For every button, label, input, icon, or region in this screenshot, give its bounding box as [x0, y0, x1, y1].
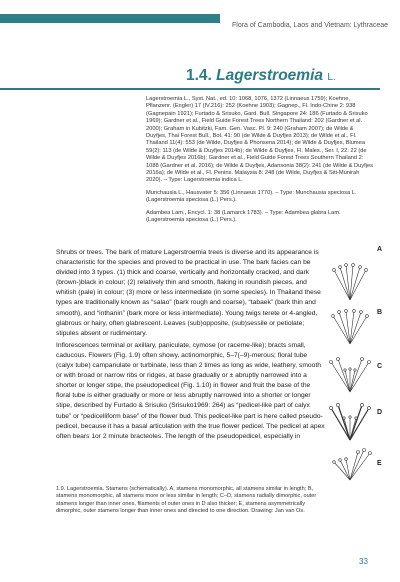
figure-caption: 1.9. Lagerstroemia. Stamens (schematically). A, stamens monomorphic, all stamens similar in length; B, stamens monomorphic, all stamens more or less similar in length; C–D, stamens radially dimorphic, outer stamens longer than inner ones, filaments of outer ones in D also thicker; E, stamens asymmetrically dimorphic, outer stamens longer than inner ones and directed to one direction. Drawing: Jan van Os. [56, 486, 317, 515]
stamen-drawing [328, 262, 392, 482]
stamen-diagram-d [329, 403, 370, 440]
figure-label-b: B [377, 309, 383, 316]
stamen-diagram-c [330, 358, 371, 393]
stamen-figure [328, 246, 392, 482]
section-title [186, 67, 336, 85]
title-rule [0, 88, 380, 90]
nomenclature-paragraph: Munchausia L., Hausvater 5: 356 (Linnaeus 1770). – Type: Munchausia speciosa L. (Lagerstroemia speciosa (L.) Pers.). [146, 189, 357, 204]
running-title: Flora of Cambodia, Laos and Vietnam: Lythraceae [232, 22, 389, 29]
genus-name: Lagerstroemia [216, 67, 323, 84]
stamen-diagram-e [333, 449, 372, 481]
nomenclature-paragraph: Lagerstroemia L., Syst. Nat., ed. 10: 1068, 1076, 1372 (Linnaeus 1759); Koehne, Pflanzenr. (Engler) 17 (IV.216): 252 (Koehne 1903); Gagnep., Fl. Indo-Chine 2: 938 (Gagnepain 1921); Furtado & Srisuko, Gard. Bull. Singapore 24: 186 (Furtado & Srisuko 1969); Gardner et al., Field Guide Forest Trees Northern Thailand: 202 (Gardner et al. 2000); Graham in Kubitzki, Fam. Gen. Vasc. Pl. 9: 240 (Graham 2007); de Wilde & Duyfjes, Thai Forest Bull., Bot. 41: 90 (de Wilde & Duyfjes 2013); de Wilde et al., Fl. Thailand 11(4): 553 (de Wilde, Duyfjes & Phonsena 2014); de Wilde & Duyfjes, Blumea 59(2): 113 (de Wilde & Duyfjes 2014b); de Wilde & Duyfjes, Fl. Males., Ser. I, 22: 22 (de Wilde & Duyfjes 2016b); Gardner et al., Field Guide Forest Trees Southern Thailand 2: 1088 (Gardner et al. 2016); de Wilde & Duyfjes, Adansonia 38(2): 241 (de Wilde & Duyfjes 2016a); de Wilde et al., Fl. Penins. Malaysia 8: 248 (de Wilde, Duyfjes & Siti-Munirah 2020). – Type: Lagerstroemia indica L. [146, 96, 373, 184]
figure-label-a: A [377, 246, 383, 253]
figure-label-e: E [377, 460, 382, 467]
section-number: 1.4. [186, 67, 212, 84]
stamen-diagram-b [332, 310, 369, 344]
genus-author: L. [327, 72, 336, 83]
header-accent-bar [0, 14, 220, 23]
body-paragraph: Shrubs or trees. The bark of mature Lagerstroemia trees is diverse and its appearance is characteristic for the species and proved to be practical in use. The bark facies can be divided into 3 types. (1) thick and coarse, vertically and horizontally cracked, and dark (brown-)black in colour; (2) relatively thin and smooth, flaking in roundish pieces, and whitish (pale) in colour; (3) more or less intermediate (in some species). In Thailand these types are traditionally known as “salao” (bark rough and coarse), “tabaek” (bark thin and smooth), and “inthanin” (bark more or less intermediate). Young twigs terete or 4-angled, glabrous or hairy, often glabrescent. Leaves (sub)opposite, (sub)sessile or petiolate; stipules absent or rudimentary. [56, 249, 321, 337]
page-number: 33 [359, 557, 368, 566]
figure-label-c: C [377, 363, 383, 370]
stamen-diagram-a [333, 264, 368, 300]
body-paragraph: Inflorescences terminal or axillary, paniculate, cymose (or raceme-like); bracts small, caducous. Flowers (Fig. 1.9) often showy, actinomorphic, 5–7(–9)-merous; floral tube (calyx tube) campanulate or turbinate, less than 2 times as long as wide, leathery, smooth or with broad or narrow ribs or ridges, at base gradually or ± abruptly narrowed into a shorter or longer stipe, the pseudopedicel (Fig. 1.10) in flower and fruit the base of the floral tube is either gradually or more or less abruptly narrowed into a shorter or longer stipe, described by Furtado & Srisuko (Srisuko1969: 264) as “pedicel-like part of calyx tube” or “pedicelliform base” of the flower bud. This pedicel-like part is here called pseudo-pedicel, because it has a basal articulation with the true flower pedicel. The pedicel at apex often bears 1or 2 minute bracteoles. The length of the pseudopedicel, especially in [56, 341, 325, 440]
figure-label-d: D [377, 409, 383, 416]
nomenclature-paragraph: Adambea Lam., Encycl. 1: 38 (Lamarck 1783). – Type: Adambea glabra Lam. (Lagerstroemia speciosa (L.) Pers.). [146, 209, 341, 224]
description-text [56, 248, 326, 444]
nomenclature-block [146, 96, 374, 230]
